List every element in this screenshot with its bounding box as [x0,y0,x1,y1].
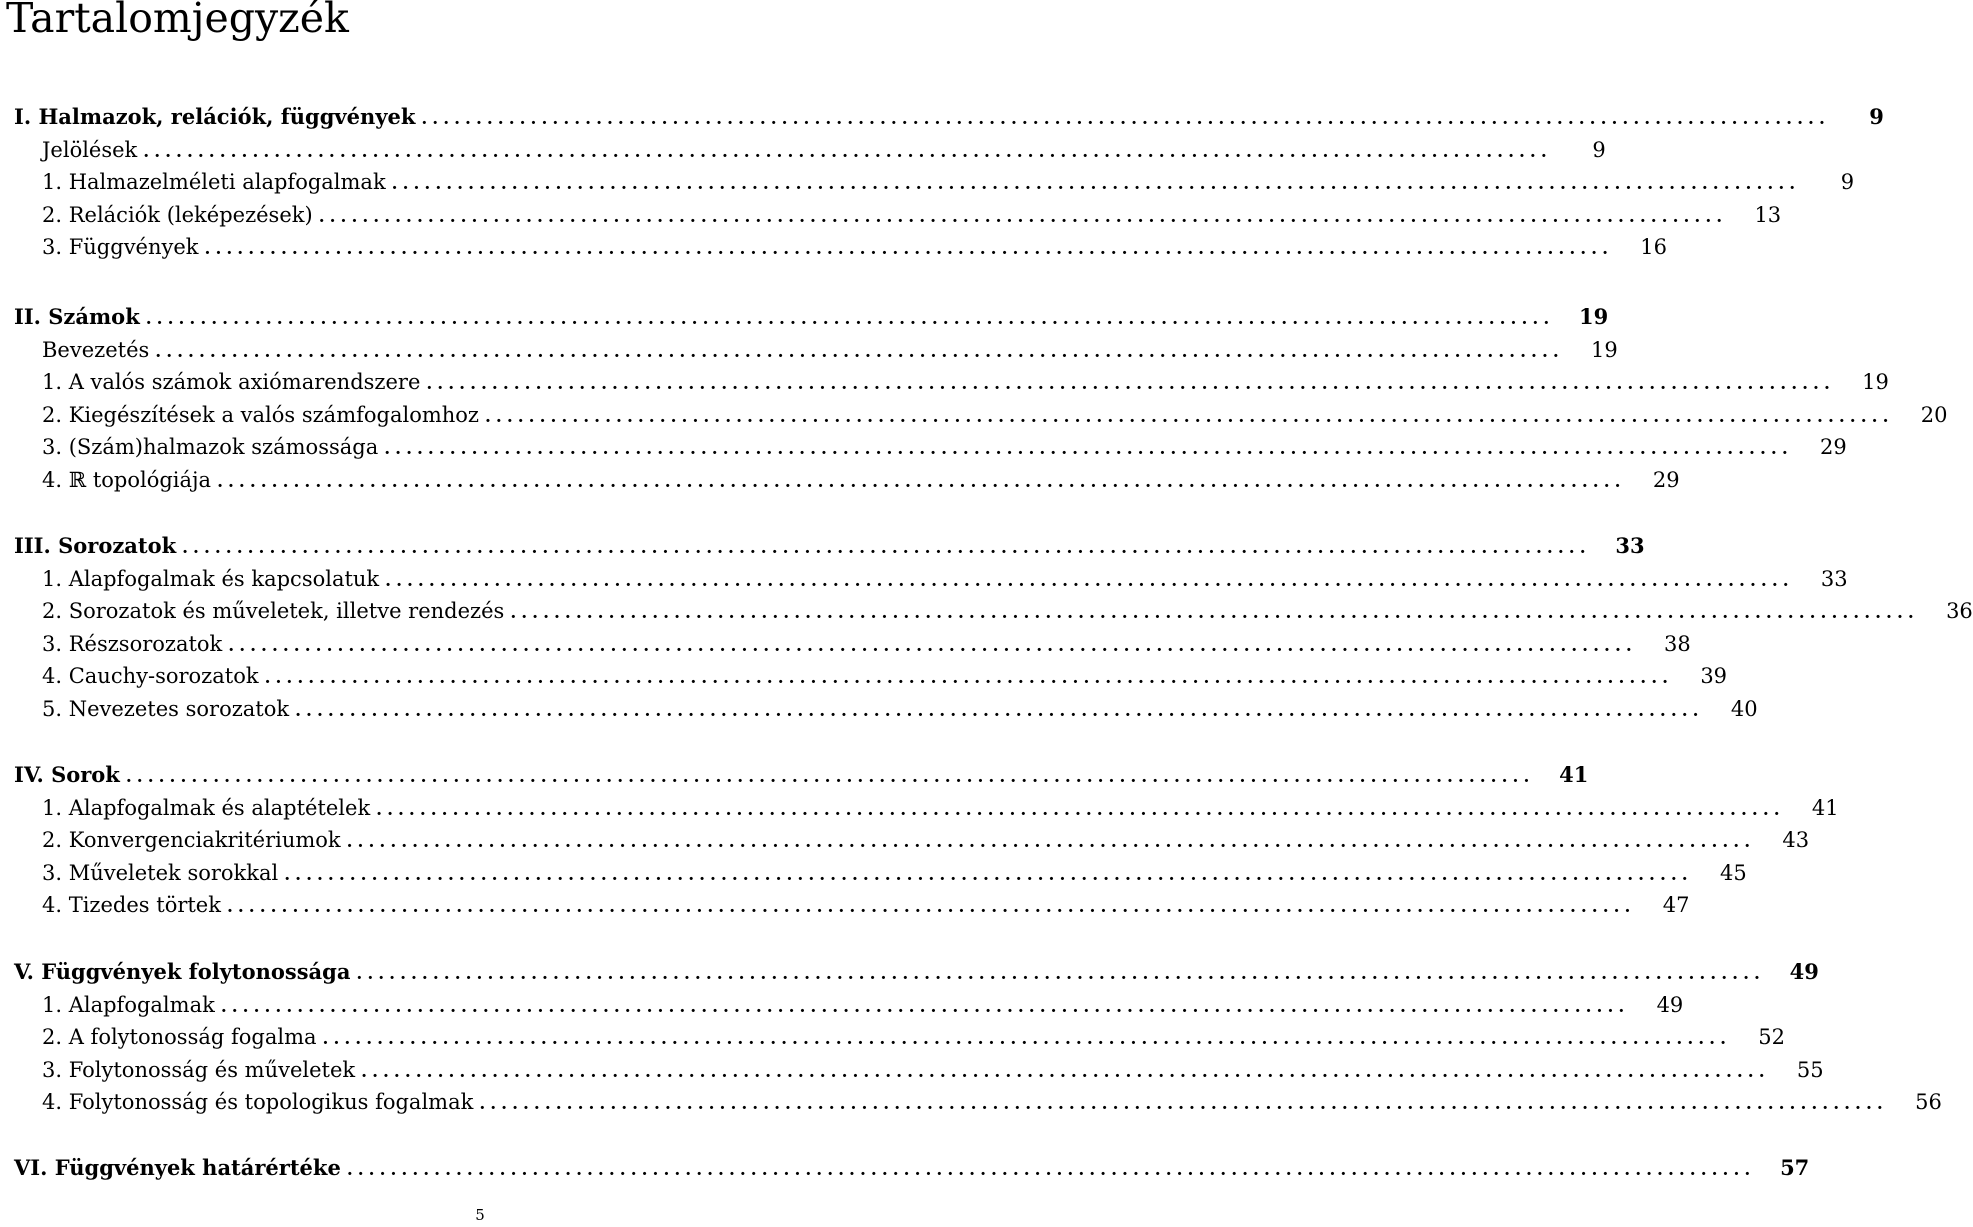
dot-leader: ................................................................................................................................. [346,1160,1756,1180]
section-title: Bevezetés [42,337,150,362]
page-number: 39 [1700,664,1728,689]
page-number: 33 [1820,566,1848,591]
toc-section-entry[interactable] [42,858,1747,888]
toc-section-entry[interactable] [42,432,1847,462]
dot-leader: ................................................................................................................................. [426,374,1835,395]
section-title: 3. Folytonosság és műveletek [42,1057,356,1082]
toc-section-entry[interactable] [42,232,1668,262]
toc-section-entry[interactable] [42,167,1855,197]
dot-leader: ................................................................................................................................. [204,239,1614,260]
page-number: 19 [1862,370,1889,395]
dot-leader: ................................................................................................................................. [346,832,1756,853]
page-number: 57 [1780,1155,1810,1180]
page-number: 20 [1920,402,1948,427]
toc-section-entry[interactable] [42,825,1810,855]
part-title: III. Sorozatok [14,533,177,558]
section-title: 2. A folytonosság fogalma [42,1025,317,1050]
page-number: 56 [1915,1090,1942,1115]
dot-leader: ................................................................................................................................. [356,964,1765,984]
toc-part-entry[interactable] [14,102,1884,132]
section-title: 4. Tizedes törtek [42,893,221,918]
page-number: 49 [1789,959,1819,984]
section-title: Jelölések [42,137,138,162]
dot-leader: ................................................................................................................................. [376,799,1785,820]
toc-section-entry[interactable] [42,793,1839,823]
toc-section-entry[interactable] [42,367,1889,397]
dot-leader: ................................................................................................................................. [510,603,1919,624]
page-number: 47 [1662,893,1690,918]
section-title: 1. A valós számok axiómarendszere [42,370,421,395]
section-title: 3. Függvények [42,235,199,260]
section-title: 2. Sorozatok és műveletek, illetve rendezés [42,599,505,624]
dot-leader: ................................................................................................................................. [226,897,1636,918]
toc-section-entry[interactable] [42,564,1848,594]
page-number: 55 [1796,1057,1824,1082]
section-title: 1. Alapfogalmak [42,992,215,1017]
dot-leader: ................................................................................................................................. [220,996,1630,1017]
section-title: 3. (Szám)halmazok számossága [42,435,379,460]
dot-leader: ................................................................................................................................. [391,174,1801,195]
footer-page-number: 5 [475,1206,485,1224]
section-title: 4. Folytonosság és topologikus fogalmak [42,1090,474,1115]
part-title: V. Függvények folytonossága [14,959,351,984]
page-title: Tartalomjegyzék [6,0,349,42]
section-title: 1. Halmazelméleti alapfogalmak [42,170,386,195]
toc-section-entry[interactable] [42,661,1728,691]
toc-section-entry[interactable] [42,200,1782,230]
page-number: 19 [1591,337,1618,362]
section-title: 2. Relációk (leképezések) [42,202,313,227]
toc-section-entry[interactable] [42,1022,1786,1052]
dot-leader: ................................................................................................................................. [384,439,1793,460]
page-number: 41 [1559,762,1589,787]
section-title: 4. ℝ topológiája [42,468,212,492]
dot-leader: ................................................................................................................................. [217,472,1626,492]
section-title: 5. Nevezetes sorozatok [42,697,290,721]
page-number: 43 [1782,828,1810,853]
toc-part-entry[interactable] [14,302,1609,332]
page-number: 41 [1811,795,1839,820]
section-title: 4. Cauchy-sorozatok [42,664,259,689]
page-number: 9 [1840,170,1855,195]
dot-leader: ................................................................................................................................. [125,767,1535,787]
part-title: IV. Sorok [14,762,120,787]
toc-section-entry[interactable] [42,1087,1942,1117]
dot-leader: ................................................................................................................................. [385,570,1794,591]
toc-section-entry[interactable] [42,629,1691,659]
section-title: 1. Alapfogalmak és kapcsolatuk [42,566,380,591]
dot-leader: ................................................................................................................................. [421,109,1830,129]
page-number: 16 [1640,235,1668,260]
toc-section-entry[interactable] [42,890,1690,920]
dot-leader: ................................................................................................................................. [322,1029,1732,1050]
dot-leader: ................................................................................................................................. [295,701,1704,721]
dot-leader: ................................................................................................................................. [361,1061,1770,1082]
toc-section-entry[interactable] [42,694,1758,724]
toc-section-entry[interactable] [42,135,1606,165]
page-number: 52 [1758,1025,1786,1050]
toc-part-entry[interactable] [14,1153,1810,1183]
toc-section-entry[interactable] [42,400,1948,430]
section-title: 2. Konvergenciakritériumok [42,828,341,853]
part-title: I. Halmazok, relációk, függvények [14,104,416,129]
section-title: 1. Alapfogalmak és alaptételek [42,795,371,820]
toc-section-entry[interactable] [42,596,1973,626]
page-number: 13 [1754,202,1782,227]
page-number: 9 [1592,137,1606,162]
page-number: 29 [1652,468,1680,492]
toc-part-entry[interactable] [14,760,1589,790]
dot-leader: ................................................................................................................................. [318,206,1728,227]
page-number: 9 [1869,104,1884,129]
dot-leader: ................................................................................................................................. [485,406,1894,427]
part-title: VI. Függvények határértéke [14,1155,341,1180]
section-title: 3. Műveletek sorokkal [42,860,279,885]
toc-part-entry[interactable] [14,531,1645,561]
dot-leader: ................................................................................................................................. [155,341,1564,362]
toc-section-entry[interactable] [42,990,1684,1020]
dot-leader: ................................................................................................................................. [228,635,1637,656]
dot-leader: ................................................................................................................................. [479,1094,1888,1115]
page-number: 36 [1946,599,1973,624]
page-number: 49 [1656,992,1684,1017]
page-number: 45 [1719,860,1747,885]
page-number: 40 [1730,697,1758,721]
page-number: 33 [1615,533,1645,558]
page-number: 29 [1820,435,1847,460]
section-title: 3. Részsorozatok [42,631,223,656]
toc-section-entry[interactable] [42,335,1618,365]
part-title: II. Számok [14,304,140,329]
toc-section-entry[interactable] [42,465,1680,495]
page-number: 38 [1664,631,1691,656]
dot-leader: ................................................................................................................................. [145,309,1555,329]
page-number: 19 [1579,304,1609,329]
toc-section-entry[interactable] [42,1055,1824,1085]
dot-leader: ................................................................................................................................. [264,668,1674,689]
dot-leader: ................................................................................................................................. [284,864,1693,885]
dot-leader: ................................................................................................................................. [143,141,1552,162]
dot-leader: ................................................................................................................................. [182,538,1591,558]
toc-part-entry[interactable] [14,957,1819,987]
section-title: 2. Kiegészítések a valós számfogalomhoz [42,402,479,427]
